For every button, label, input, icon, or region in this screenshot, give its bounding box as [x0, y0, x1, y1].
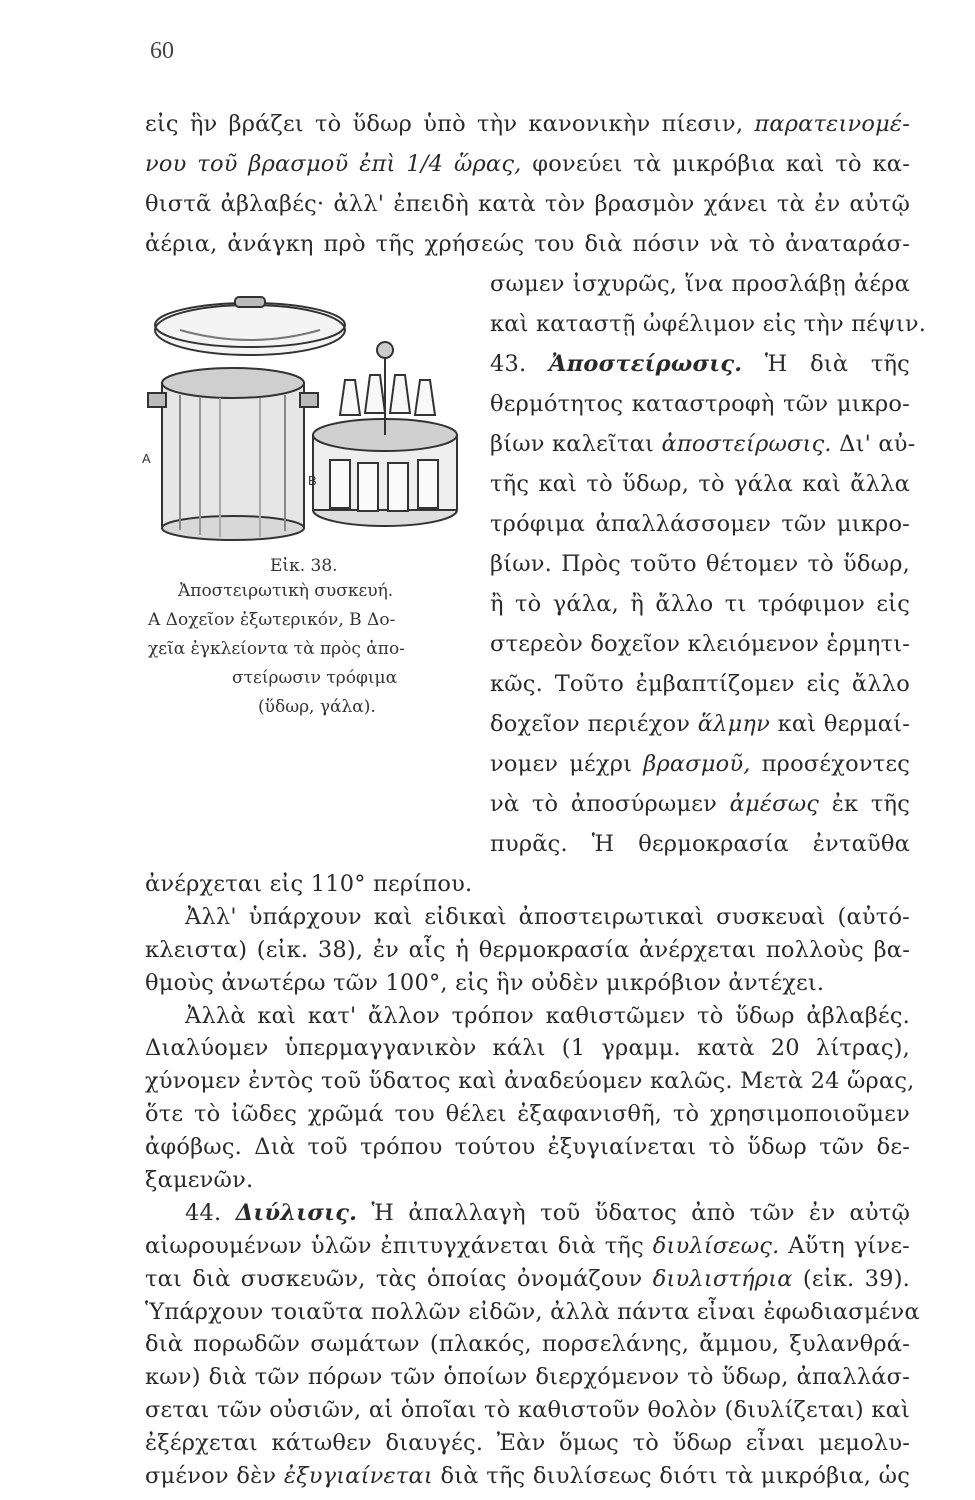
text-line: κῶς. Τοῦτο ἐμβαπτίζομεν εἰς ἄλλο [490, 671, 910, 697]
figure-caption-title: Ἀποστειρωτικὴ συσκευή. [178, 581, 394, 601]
figure-caption-line: στείρωσιν τρόφιμα [232, 668, 398, 688]
text-line: σεται τῶν οὐσιῶν, αἱ ὁποῖαι τὸ καθιστοῦν θολὸν (διυλίζεται) καὶ [145, 1397, 910, 1424]
figure-caption-line: Α Δοχεῖον ἐξωτερικόν, Β Δο- [148, 610, 396, 630]
section-heading-44: 44. Διύλισις. Ἡ ἀπαλλαγὴ τοῦ ὕδατος ἀπὸ τῶν ἐν αὐτῷ [185, 1199, 910, 1226]
page-number: 60 [150, 38, 174, 64]
text-line: χύνομεν ἐντὸς τοῦ ὕδατος καὶ ἀναδεύομεν καλῶς. Μετὰ 24 ὥρας, [145, 1068, 915, 1095]
text-line: ἢ τὸ γάλα, ἢ ἄλλο τι τρόφιμον εἰς [490, 591, 910, 617]
text-line: βίων καλεῖται ἀποστείρωσις. Δι' αὐ- [490, 431, 916, 457]
text-line: τρόφιμα ἀπαλλάσσομεν τῶν μικρο- [490, 511, 910, 537]
text-line: ὅτε τὸ ἰῶδες χρῶμά του θέλει ἐξαφανισθῆ, τὸ χρησιμοποιοῦμεν [145, 1101, 910, 1128]
text-line: τῆς καὶ τὸ ὕδωρ, τὸ γάλα καὶ ἄλλα [490, 471, 910, 497]
text-line: θερμότητος καταστροφὴ τῶν μικρο- [490, 391, 910, 417]
text-line: Ἀλλ' ὑπάρχουν καὶ εἰδικαὶ ἀποστειρωτικαὶ συσκευαὶ (αὐτό- [185, 903, 910, 930]
text-line: στερεὸν δοχεῖον κλειόμενον ἑρμητι- [490, 631, 911, 657]
text-line: θμοὺς ἀνωτέρω τῶν 100°, εἰς ἣν οὐδὲν μικρόβιον ἀντέχει. [145, 969, 825, 996]
text-line: νὰ τὸ ἀποσύρωμεν ἀμέσως ἐκ τῆς [490, 791, 911, 817]
text-line: Ὑπάρχουν τοιαῦτα πολλῶν εἰδῶν, ἀλλὰ πάντα εἶναι ἐφωδιασμένα [145, 1298, 920, 1325]
text-line: εἰς ἣν βράζει τὸ ὕδωρ ὑπὸ τὴν κανονικὴν πίεσιν, παρατεινομέ- [145, 111, 910, 137]
figure-caption-line: (ὕδωρ, γάλα). [258, 697, 376, 717]
pot-lid [155, 297, 345, 355]
text-line: ἀέρια, ἀνάγκη πρὸ τῆς χρήσεώς του διὰ πόσιν νὰ τὸ ἀναταράσ- [145, 231, 910, 257]
text-line: νου τοῦ βρασμοῦ ἐπὶ 1/4 ὥρας, φονεύει τὰ μικρόβια καὶ τὸ κα- [145, 151, 910, 177]
figure-caption-line: χεῖα ἐγκλείοντα τὰ πρὸς ἀπο- [148, 639, 405, 659]
sterilizer-figure [140, 285, 470, 555]
text-line: καὶ καταστῇ ὠφέλιμον εἰς τὴν πέψιν. [490, 311, 927, 337]
text-line: πυρᾶς. Ἡ θερμοκρασία ἐνταῦθα [490, 831, 910, 857]
text-line: ται διὰ συσκευῶν, τὰς ὁποίας ὀνομάζουν διυλιστήρια (εἰκ. 39). [145, 1265, 911, 1292]
bottle-rack [313, 342, 457, 526]
figure-caption-number: Εἰκ. 38. [270, 556, 338, 576]
text-line: αἰωρουμένων ὑλῶν ἐπιτυγχάνεται διὰ τῆς διυλίσεως. Αὕτη γίνε- [145, 1232, 910, 1259]
text-line: ἐξέρχεται κάτωθεν διαυγές. Ἐὰν ὅμως τὸ ὕδωρ εἶναι μεμολυ- [145, 1430, 910, 1457]
text-line: Διαλύομεν ὑπερμαγγανικὸν κάλι (1 γραμμ. κατὰ 20 λίτρας), [145, 1035, 910, 1062]
text-line: ἀνέρχεται εἰς 110° περίπου. [145, 871, 473, 897]
text-line: νομεν μέχρι βρασμοῦ, προσέχοντες [490, 751, 911, 777]
text-line: ἀφόβως. Διὰ τοῦ τρόπου τούτου ἐξυγιαίνεται τὸ ὕδωρ τῶν δε- [145, 1134, 910, 1161]
text-line: Ἀλλὰ καὶ κατ' ἄλλον τρόπον καθιστῶμεν τὸ ὕδωρ ἀβλαβές. [185, 1002, 910, 1029]
figure-label-a: A [142, 451, 151, 466]
text-line: κλειστα) (εἰκ. 38), ἐν αἷς ἡ θερμοκρασία ἀνέρχεται πολλοὺς βα- [145, 936, 910, 963]
text-line: βίων. Πρὸς τοῦτο θέτομεν τὸ ὕδωρ, [490, 551, 910, 577]
figure-label-b: B [308, 473, 317, 488]
text-line: ξαμενῶν. [145, 1167, 254, 1193]
text-line: θιστᾶ ἀβλαβές· ἀλλ' ἐπειδὴ κατὰ τὸν βρασμὸν χάνει τὰ ἐν αὐτῷ [145, 191, 910, 217]
outer-pot [148, 368, 318, 540]
text-line: σμένον δὲν ἐξυγιαίνεται διὰ τῆς διυλίσεως διότι τὰ μικρόβια, ὡς [145, 1463, 910, 1489]
text-line: σωμεν ἰσχυρῶς, ἵνα προσλάβῃ ἀέρα [490, 271, 910, 297]
text-line: διὰ πορωδῶν σωμάτων (πλακός, πορσελάνης, ἄμμου, ξυλανθρά- [145, 1331, 910, 1358]
text-line: δοχεῖον περιέχον ἅλμην καὶ θερμαί- [490, 711, 910, 737]
text-line: κων) διὰ τῶν πόρων τῶν ὁποίων διερχόμενον τὸ ὕδωρ, ἀπαλλάσ- [145, 1364, 910, 1391]
section-heading-43: 43. Ἀποστείρωσις. Ἡ διὰ τῆς [490, 351, 910, 377]
